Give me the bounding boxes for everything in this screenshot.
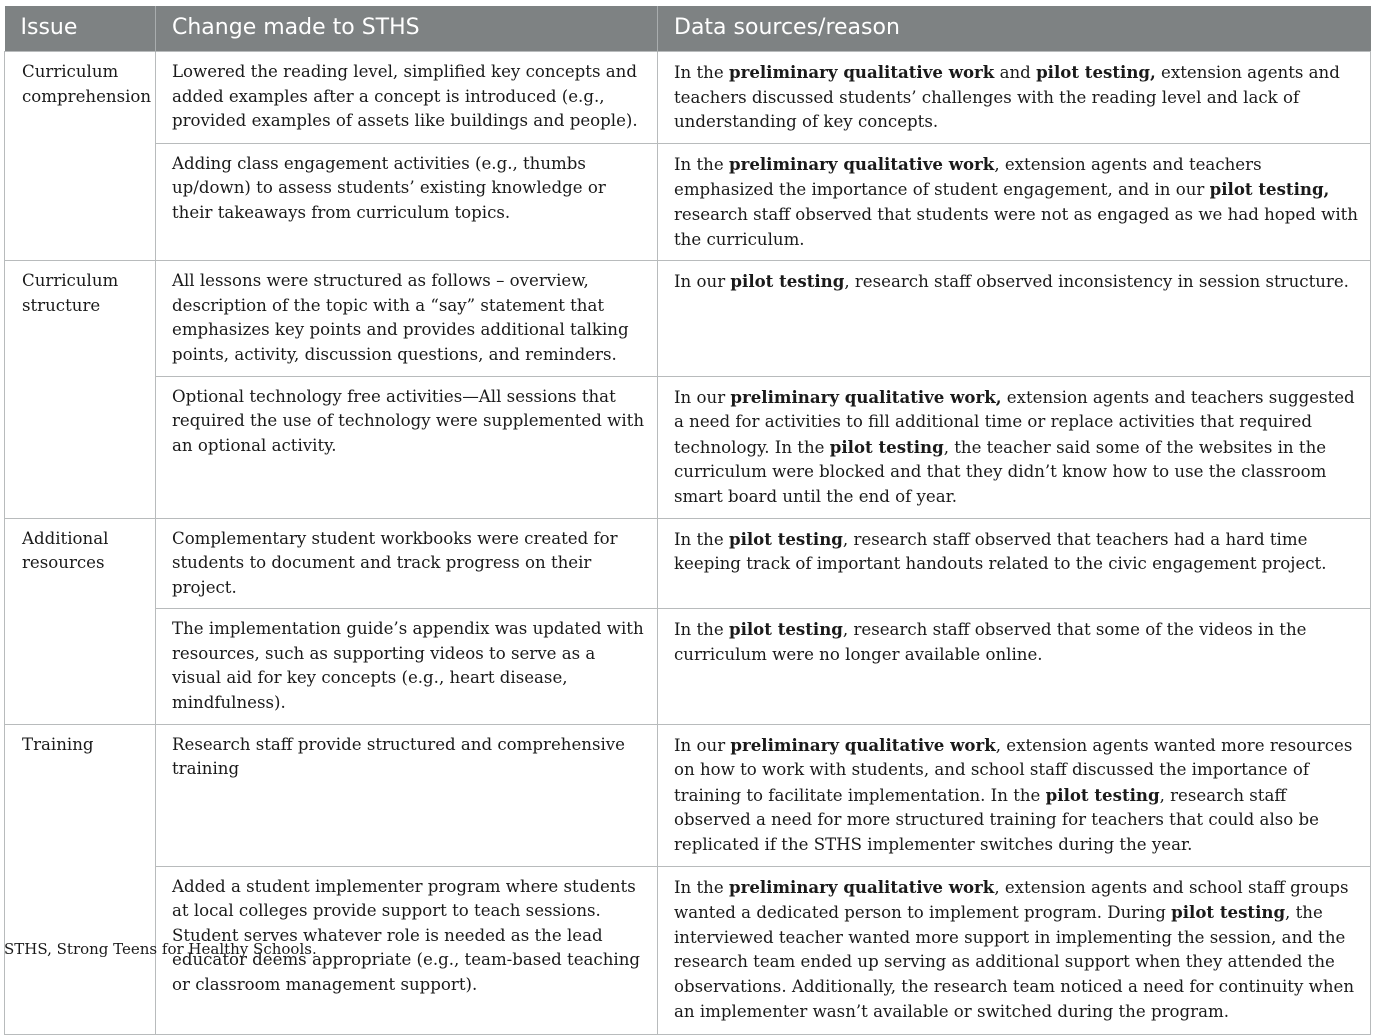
table-container xyxy=(4,6,1370,1035)
table-row xyxy=(5,609,1371,724)
table-header xyxy=(5,6,1371,52)
bold-emphasis: pilot testing xyxy=(728,619,843,640)
change-cell: Research staff provide structured and comprehensive training xyxy=(156,724,658,866)
change-cell: All lessons were structured as follows – overview, description of the topic with a “say” statement that emphasizes key points and provides additional talking points, activity, discussion questions, and reminders. xyxy=(156,261,658,376)
table-row xyxy=(5,518,1371,609)
header-issue: Issue xyxy=(5,6,156,52)
bold-emphasis: preliminary qualitative work xyxy=(728,876,995,897)
change-cell: The implementation guide’s appendix was updated with resources, such as supporting videos to serve as a visual aid for key concepts (e.g., heart disease, mindfulness). xyxy=(156,609,658,724)
table-body xyxy=(5,52,1371,1035)
bold-emphasis: preliminary qualitative work xyxy=(728,62,995,82)
bold-emphasis: pilot testing xyxy=(1171,902,1286,923)
change-cell: Complementary student workbooks were created for students to document and track progress on their project. xyxy=(156,518,658,609)
change-cell: Optional technology free activities—All sessions that required the use of technology were supplemented with an optional activity. xyxy=(156,376,658,518)
reason-cell: In our preliminary qualitative work, extension agents and teachers suggested a need for activities to fill additional time or replace activities that required technology. In the pilot testing, the teacher said some of the websites in the curriculum were blocked and that they didn’t know how to use the classroom smart board until the end of year. xyxy=(658,376,1371,518)
change-cell: Adding class engagement activities (e.g., thumbs up/down) to assess students’ existing knowledge or their takeaways from curriculum topics. xyxy=(156,143,658,260)
changes-table xyxy=(4,6,1371,1035)
issue-cell: Curriculum comprehension xyxy=(5,52,156,261)
change-cell: Lowered the reading level, simplified key concepts and added examples after a concept is introduced (e.g., provided examples of assets like buildings and people). xyxy=(156,52,658,144)
bold-emphasis: preliminary qualitative work xyxy=(730,734,996,755)
bold-emphasis: preliminary qualitative work xyxy=(728,153,995,174)
issue-cell: Training xyxy=(5,724,156,1035)
reason-cell: In the preliminary qualitative work, extension agents and teachers emphasized the importance of student engagement, and in our pilot testing, research staff observed that students were not as engaged as we had hoped with the curriculum. xyxy=(658,143,1371,260)
table-row xyxy=(5,52,1371,144)
table-row xyxy=(5,376,1371,518)
table-row xyxy=(5,724,1371,866)
reason-cell: In our pilot testing, research staff observed inconsistency in session structure. xyxy=(658,261,1371,376)
header-reason: Data sources/reason xyxy=(658,6,1371,52)
table-footnote: STHS, Strong Teens for Healthy Schools. xyxy=(4,940,317,958)
change-cell: Added a student implementer program where students at local colleges provide support to teach sessions. Student serves whatever role is needed as the lead educator deems appropriate (e.g., team-based teaching or classroom management support). xyxy=(156,866,658,1035)
bold-emphasis: pilot testing xyxy=(829,436,944,457)
header-change: Change made to STHS xyxy=(156,6,658,52)
bold-emphasis: pilot testing xyxy=(730,271,845,292)
bold-emphasis: pilot testing xyxy=(1045,784,1160,805)
table-row xyxy=(5,261,1371,376)
issue-cell: Curriculum structure xyxy=(5,261,156,518)
header-row xyxy=(5,6,1371,52)
bold-emphasis: preliminary qualitative work, xyxy=(730,386,1002,407)
reason-cell: In the preliminary qualitative work, extension agents and school staff groups wanted a dedicated person to implement program. During pilot testing, the interviewed teacher wanted more support in implementing the session, and the research team ended up serving as additional support when they attended the observations. Additionally, the research team noticed a need for continuity when an implementer wasn’t available or switched during the program. xyxy=(658,866,1371,1035)
reason-cell: In the preliminary qualitative work and pilot testing, extension agents and teachers discussed students’ challenges with the reading level and lack of understanding of key concepts. xyxy=(658,52,1371,144)
bold-emphasis: pilot testing xyxy=(728,528,843,549)
reason-cell: In our preliminary qualitative work, extension agents wanted more resources on how to work with students, and school staff discussed the importance of training to facilitate implementation. In the pilot testing, research staff observed a need for more structured training for teachers that could also be replicated if the STHS implementer switches during the year. xyxy=(658,724,1371,866)
reason-cell: In the pilot testing, research staff observed that some of the videos in the curriculum were no longer available online. xyxy=(658,609,1371,724)
reason-cell: In the pilot testing, research staff observed that teachers had a hard time keeping track of important handouts related to the civic engagement project. xyxy=(658,518,1371,609)
bold-emphasis: pilot testing, xyxy=(1036,62,1156,82)
table-row xyxy=(5,143,1371,260)
issue-cell: Additional resources xyxy=(5,518,156,724)
bold-emphasis: pilot testing, xyxy=(1209,179,1330,200)
